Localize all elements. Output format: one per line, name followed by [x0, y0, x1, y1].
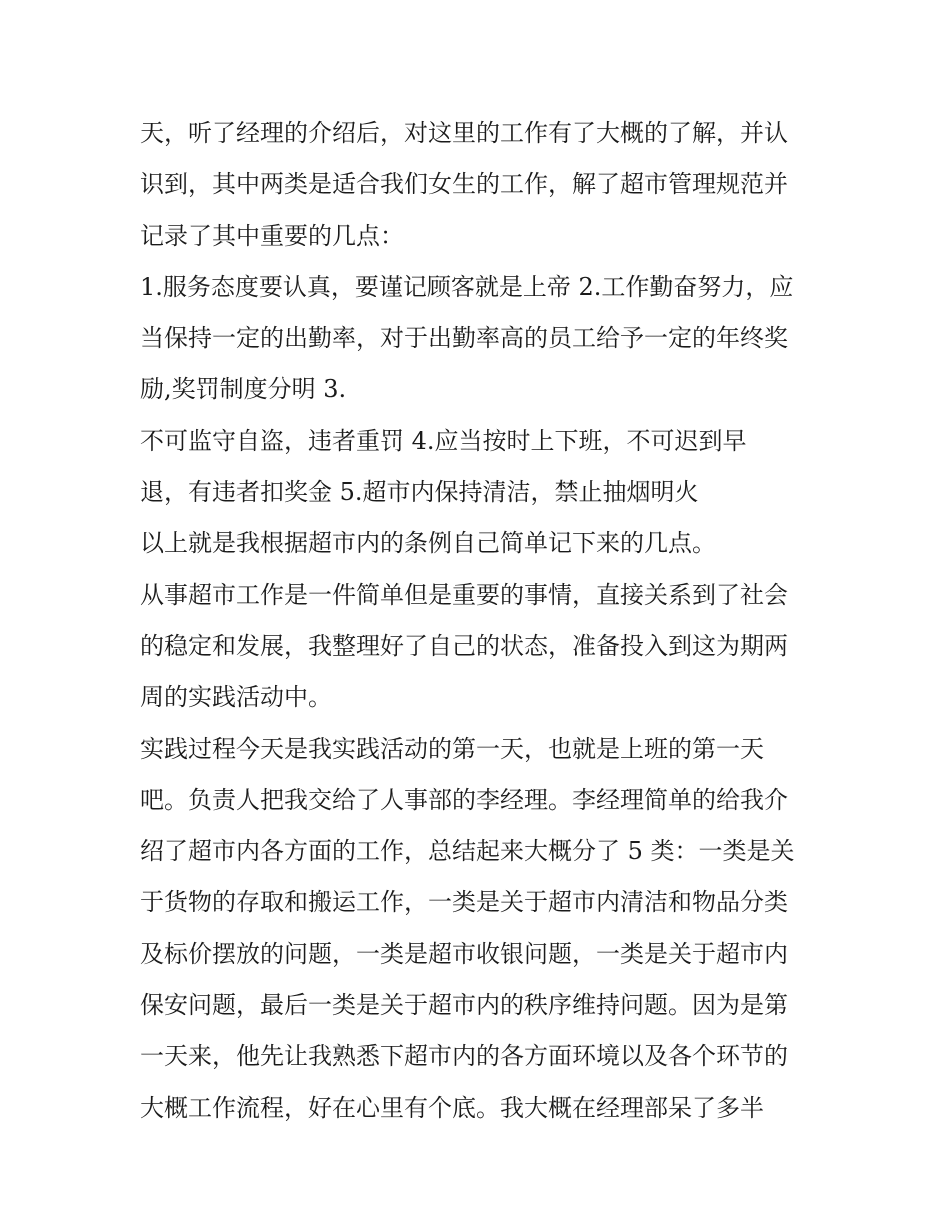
text-line: 的稳定和发展，我整理好了自己的状态，准备投入到这为期两 [140, 631, 788, 660]
text-line: 实践过程今天是我实践活动的第一天，也就是上班的第一天 [140, 734, 764, 763]
text-line: 退，有违者扣奖金 5.超市内保持清洁，禁止抽烟明火 [140, 478, 699, 507]
text-line: 不可监守自盗，违者重罚 4.应当按时上下班，不可迟到早 [140, 426, 747, 455]
text-line: 以上就是我根据超市内的条例自己简单记下来的几点。 [140, 529, 716, 558]
text-line: 一天来，他先让我熟悉下超市内的各方面环境以及各个环节的 [140, 1042, 788, 1071]
text-line: 记录了其中重要的几点： [140, 221, 404, 250]
text-line: 周的实践活动中。 [140, 683, 332, 712]
text-line: 从事超市工作是一件简单但是重要的事情，直接关系到了社会 [140, 580, 788, 609]
text-line: 1.服务态度要认真，要谨记顾客就是上帝 2.工作勤奋努力，应 [140, 272, 794, 301]
text-line: 绍了超市内各方面的工作，总结起来大概分了 5 类：一类是关 [140, 837, 795, 866]
text-line: 保安问题，最后一类是关于超市内的秩序维持问题。因为是第 [140, 991, 788, 1020]
document-body [140, 108, 820, 1134]
text-line: 励,奖罚制度分明 3. [140, 375, 347, 404]
text-line: 识到，其中两类是适合我们女生的工作，解了超市管理规范并 [140, 170, 788, 199]
text-line: 当保持一定的出勤率，对于出勤率高的员工给予一定的年终奖 [140, 324, 788, 353]
text-line: 及标价摆放的问题，一类是超市收银问题，一类是关于超市内 [140, 939, 788, 968]
text-line: 吧。负责人把我交给了人事部的李经理。李经理简单的给我介 [140, 785, 788, 814]
text-line: 天，听了经理的介绍后，对这里的工作有了大概的了解，并认 [140, 119, 788, 147]
text-line: 于货物的存取和搬运工作，一类是关于超市内清洁和物品分类 [140, 888, 788, 917]
text-line: 大概工作流程，好在心里有个底。我大概在经理部呆了多半 [140, 1093, 764, 1122]
